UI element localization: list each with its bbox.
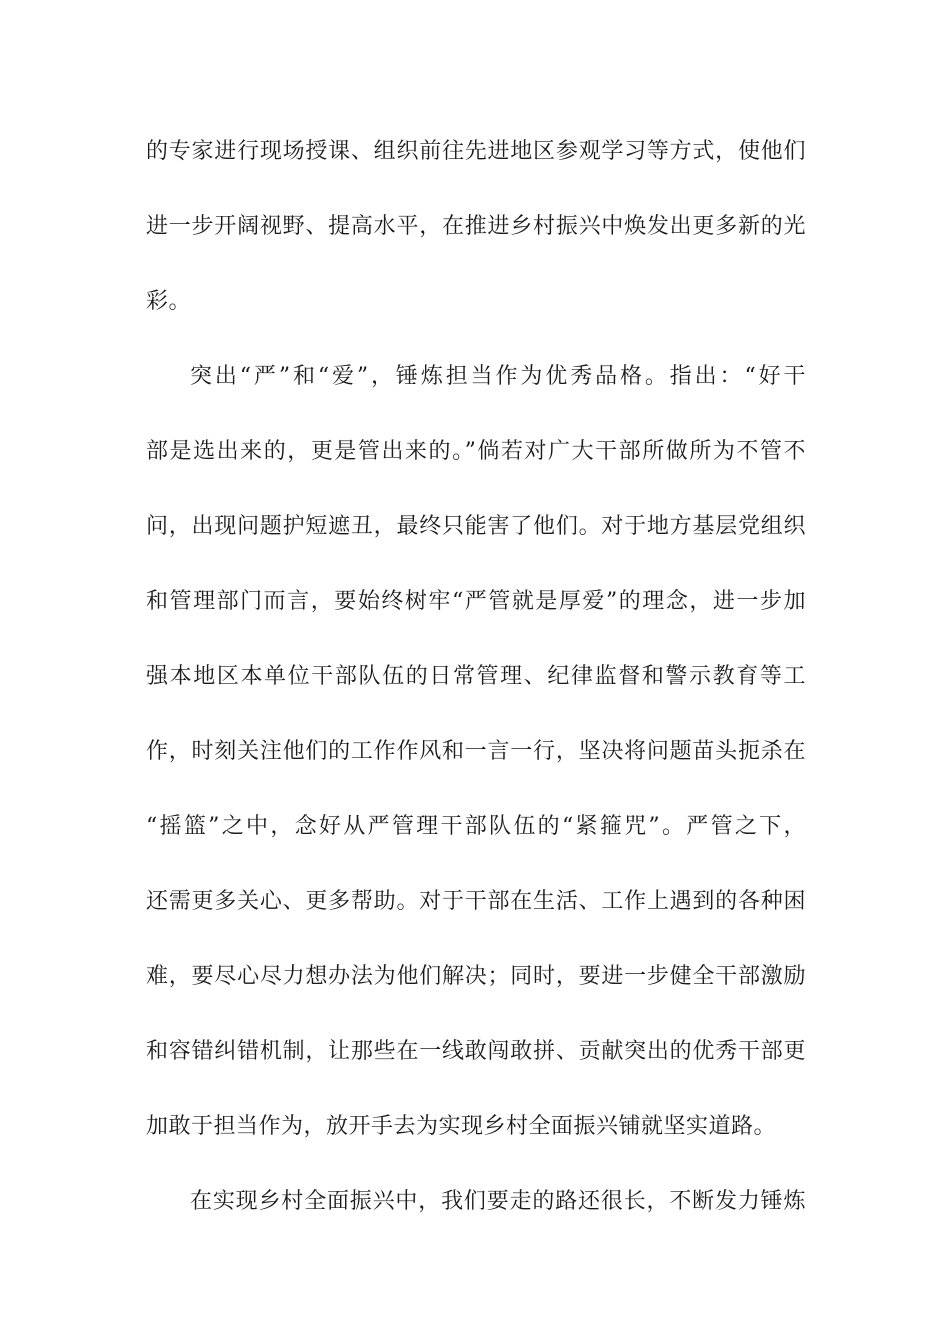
- text-line: 进一步开阔视野、提高水平，在推进乡村振兴中焕发出更多新的光: [146, 214, 806, 239]
- text-line: 问，出现问题护短遮丑，最终只能害了他们。对于地方基层党组织: [146, 514, 806, 539]
- text-line: 作，时刻关注他们的工作作风和一言一行，坚决将问题苗头扼杀在: [146, 739, 806, 764]
- text-line: 和容错纠错机制，让那些在一线敢闯敢拼、贡献突出的优秀干部更: [146, 1039, 806, 1064]
- paragraph-start-line: 在实现乡村全面振兴中，我们要走的路还很长，不断发力锤炼: [190, 1189, 806, 1214]
- text-line: 难，要尽心尽力想办法为他们解决；同时，要进一步健全干部激励: [146, 964, 806, 989]
- text-line: 强本地区本单位干部队伍的日常管理、纪律监督和警示教育等工: [146, 664, 806, 689]
- text-line: “摇篮”之中，念好从严管理干部队伍的“紧箍咒”。严管之下，: [146, 814, 806, 839]
- text-line: 加敢于担当作为，放开手去为实现乡村全面振兴铺就坚实道路。: [146, 1114, 777, 1139]
- paragraph-start-line: 突出“严”和“爱”，锤炼担当作为优秀品格。指出：“好干: [190, 364, 806, 389]
- text-line: 和管理部门而言，要始终树牢“严管就是厚爱”的理念，进一步加: [146, 589, 806, 614]
- text-line: 还需更多关心、更多帮助。对于干部在生活、工作上遇到的各种困: [146, 889, 806, 914]
- text-line: 部是选出来的，更是管出来的。”倘若对广大干部所做所为不管不: [146, 439, 806, 464]
- text-line: 的专家进行现场授课、组织前往先进地区参观学习等方式，使他们: [146, 139, 806, 164]
- text-line: 彩。: [146, 289, 192, 314]
